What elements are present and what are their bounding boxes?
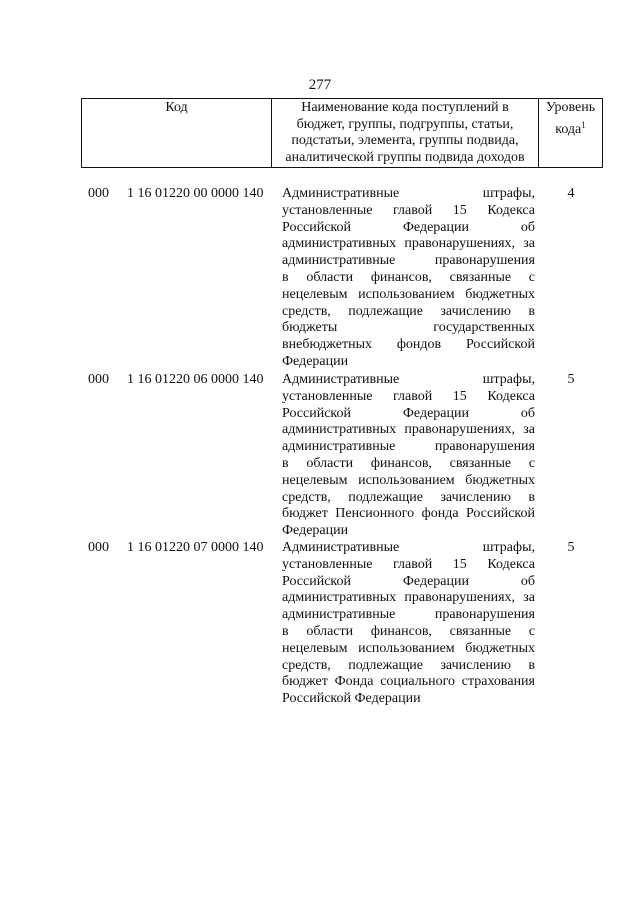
footnote-marker: 1 — [581, 119, 586, 130]
description-line: бюджет Пенсионного фонда Российской — [282, 506, 535, 522]
income-description — [282, 186, 535, 371]
description-line: в области финансов, связанные с — [282, 269, 535, 285]
description-line: установленные главой 15 Кодекса — [282, 388, 535, 404]
description-line: административные правонарушения — [282, 439, 535, 455]
admin-code: 000 — [88, 186, 109, 201]
description-line: административных правонарушениях, за — [282, 422, 535, 438]
description-line: в области финансов, связанные с — [282, 623, 535, 639]
description-line: административных правонарушениях, за — [282, 236, 535, 252]
code-level: 5 — [567, 372, 575, 387]
description-line: Российской Федерации — [282, 691, 421, 707]
description-line: в области финансов, связанные с — [282, 455, 535, 471]
description-line: средств, подлежащие зачислению в — [282, 303, 535, 319]
description-line: административные правонарушения — [282, 607, 535, 623]
income-description — [282, 540, 535, 708]
page-number: 277 — [308, 77, 332, 93]
description-line: нецелевым использованием бюджетных — [282, 640, 535, 656]
description-line: Федерации — [282, 523, 349, 539]
description-line: бюджеты государственных — [282, 320, 535, 336]
header-name-cell — [272, 99, 539, 167]
description-line: Российской Федерации об — [282, 219, 535, 235]
header-level-word: кода — [555, 121, 582, 137]
income-code: 1 16 01220 00 0000 140 — [127, 186, 264, 201]
header-level-line2 — [539, 117, 602, 139]
description-line: Российской Федерации об — [282, 573, 535, 589]
description-line: Административные штрафы, — [282, 540, 535, 555]
table-header — [81, 98, 603, 168]
description-line: Административные штрафы, — [282, 186, 535, 201]
description-line: средств, подлежащие зачислению в — [282, 489, 535, 505]
description-line: административные правонарушения — [282, 253, 535, 269]
code-level: 5 — [567, 540, 575, 555]
header-name-line: подстатьи, элемента, группы подвида, — [291, 133, 519, 148]
header-name-line: бюджет, группы, подгруппы, статьи, — [296, 116, 514, 132]
header-code-cell — [82, 99, 272, 167]
description-line: административных правонарушениях, за — [282, 590, 535, 606]
admin-code: 000 — [88, 540, 109, 555]
header-name-line: аналитической группы подвида доходов — [285, 149, 525, 165]
description-line: установленные главой 15 Кодекса — [282, 556, 535, 572]
description-line: внебюджетных фондов Российской — [282, 337, 535, 353]
description-line: бюджет Фонда социального страхования — [282, 674, 535, 690]
description-line: средств, подлежащие зачислению в — [282, 657, 535, 673]
description-line: нецелевым использованием бюджетных — [282, 472, 535, 488]
income-code: 1 16 01220 07 0000 140 — [127, 540, 264, 555]
header-level-cell — [539, 99, 602, 167]
description-line: Российской Федерации об — [282, 405, 535, 421]
description-line: установленные главой 15 Кодекса — [282, 202, 535, 218]
header-name-line: Наименование кода поступлений в — [301, 100, 509, 115]
description-line: Федерации — [282, 353, 349, 369]
description-line: нецелевым использованием бюджетных — [282, 286, 535, 302]
header-code-label: Код — [165, 100, 188, 115]
income-description — [282, 372, 535, 540]
header-level-line1: Уровень — [545, 100, 596, 115]
code-level: 4 — [567, 186, 575, 201]
admin-code: 000 — [88, 372, 109, 387]
income-code: 1 16 01220 06 0000 140 — [127, 372, 264, 387]
description-line: Административные штрафы, — [282, 372, 535, 387]
